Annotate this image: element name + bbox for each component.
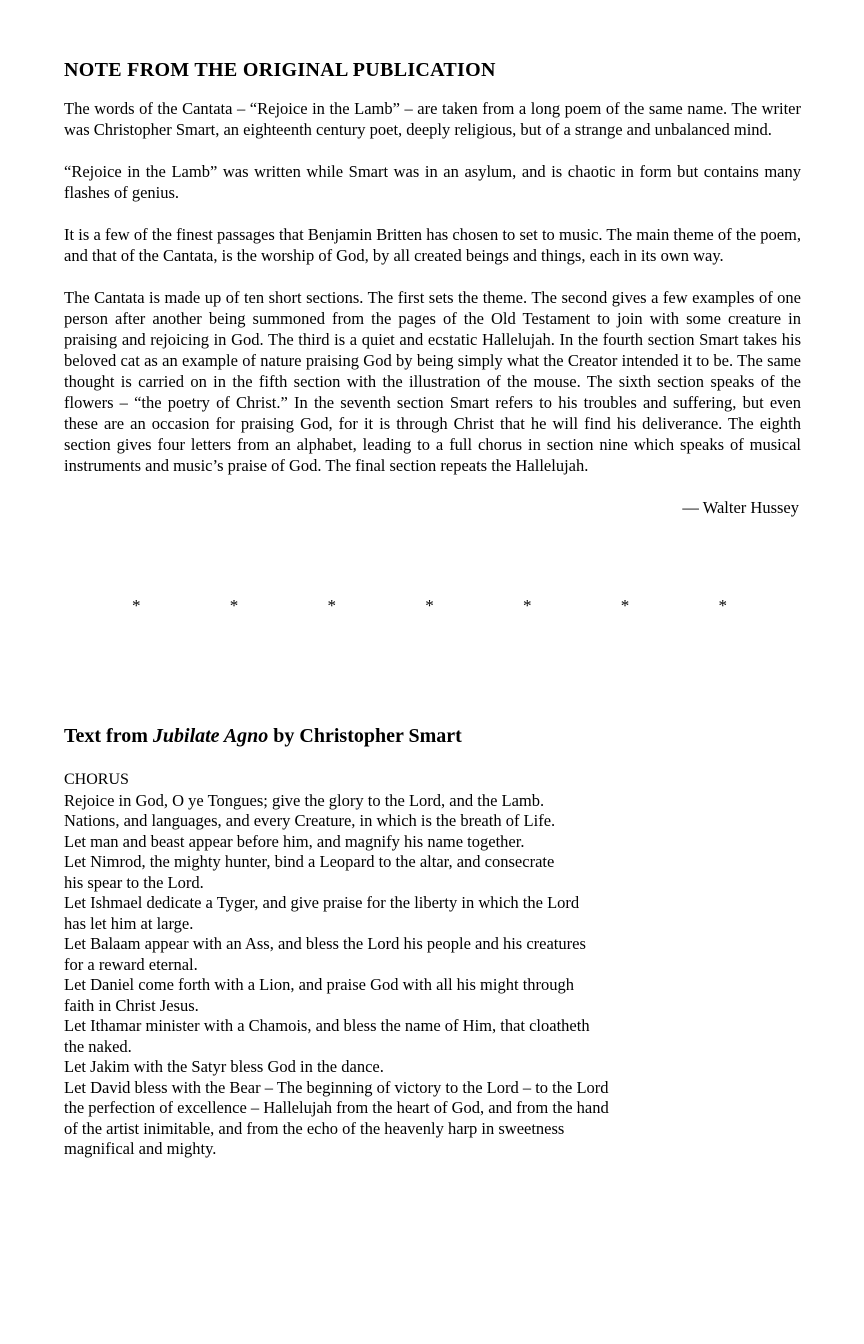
poem-line: the naked.	[64, 1036, 132, 1056]
asterisk-separator-row	[132, 596, 727, 616]
asterisk: *	[523, 596, 532, 615]
poem-line: Let Balaam appear with an Ass, and bless the Lord his people and his creatures	[64, 934, 586, 953]
poem-line: Let Daniel come forth with a Lion, and praise God with all his might through	[64, 975, 575, 994]
poem-line: Let Ithamar minister with a Chamois, and bless the name of Him, that cloatheth	[64, 1016, 590, 1035]
attribution: — Walter Hussey	[682, 498, 799, 517]
asterisk: *	[132, 596, 141, 615]
asterisk: *	[620, 596, 630, 615]
poem-line: magnifical and mighty.	[64, 1139, 217, 1158]
poem-line: of the artist inimitable, and from the echo of the heavenly harp in sweetness	[64, 1118, 565, 1138]
page-content	[64, 58, 801, 1160]
asterisk: *	[718, 596, 727, 615]
poem-line: Let David bless with the Bear – The beginning of victory to the Lord – to the Lord	[64, 1077, 609, 1097]
asterisk: *	[425, 596, 434, 615]
asterisk: *	[327, 596, 336, 615]
poem-line: the perfection of excellence – Hallelujah from the heart of God, and from the hand	[64, 1098, 609, 1117]
poem-line: his spear to the Lord.	[64, 872, 204, 892]
note-title: NOTE FROM THE ORIGINAL PUBLICATION	[64, 59, 496, 81]
poem-line: faith in Christ Jesus.	[64, 995, 199, 1015]
section-title-prefix: Text from	[64, 725, 153, 747]
poem-line: Nations, and languages, and every Creature, in which is the breath of Life.	[64, 811, 556, 830]
poem-line: Let man and beast appear before him, and magnify his name together.	[64, 831, 525, 851]
note-paragraph-3: It is a few of the finest passages that Benjamin Britten has chosen to set to music. The main theme of the poem, and that of the Cantata, is the worship of God, by all created beings and things, each in its own way.	[64, 225, 801, 265]
poem-line: Let Ishmael dedicate a Tyger, and give praise for the liberty in which the Lord	[64, 893, 580, 912]
poem-text	[64, 791, 801, 1160]
poem-line: has let him at large.	[64, 913, 194, 933]
note-paragraph-2: “Rejoice in the Lamb” was written while Smart was in an asylum, and is chaotic in form but contains many flashes of genius.	[64, 162, 801, 202]
poem-line: for a reward eternal.	[64, 954, 198, 974]
poem-line: Let Jakim with the Satyr bless God in the dance.	[64, 1057, 384, 1076]
poem-line: Let Nimrod, the mighty hunter, bind a Leopard to the altar, and consecrate	[64, 852, 555, 871]
note-paragraph-4: The Cantata is made up of ten short sections. The first sets the theme. The second gives a few examples of one person after another being summoned from the pages of the Old Testament to join with some creature in praising and rejoicing in God. The third is a quiet and ecstatic Hallelujah. In the fourth section Smart takes his beloved cat as an example of nature praising God by being simply what the Creator intended it to be. The same thought is carried on in the fifth section with the illustration of the mouse. The sixth section speaks of the flowers – “the poetry of Christ.” In the seventh section Smart refers to his troubles and suffering, but even these are an occasion for praising God, for it is through Christ that he will find his deliverance. The eighth section gives four letters from an alphabet, leading to a full chorus in section nine which speaks of musical instruments and music’s praise of God. The final section repeats the Hallelujah.	[64, 288, 801, 475]
asterisk: *	[229, 596, 239, 615]
section-title-work-name: Jubilate Agno	[152, 725, 269, 747]
text-section-title	[64, 724, 801, 748]
poem-line: Rejoice in God, O ye Tongues; give the glory to the Lord, and the Lamb.	[64, 790, 545, 810]
chorus-label: CHORUS	[64, 771, 129, 788]
note-paragraph-1: The words of the Cantata – “Rejoice in the Lamb” – are taken from a long poem of the same name. The writer was Christopher Smart, an eighteenth century poet, deeply religious, but of a strange and unbalanced mind.	[64, 99, 801, 139]
section-title-suffix: by Christopher Smart	[268, 725, 462, 747]
